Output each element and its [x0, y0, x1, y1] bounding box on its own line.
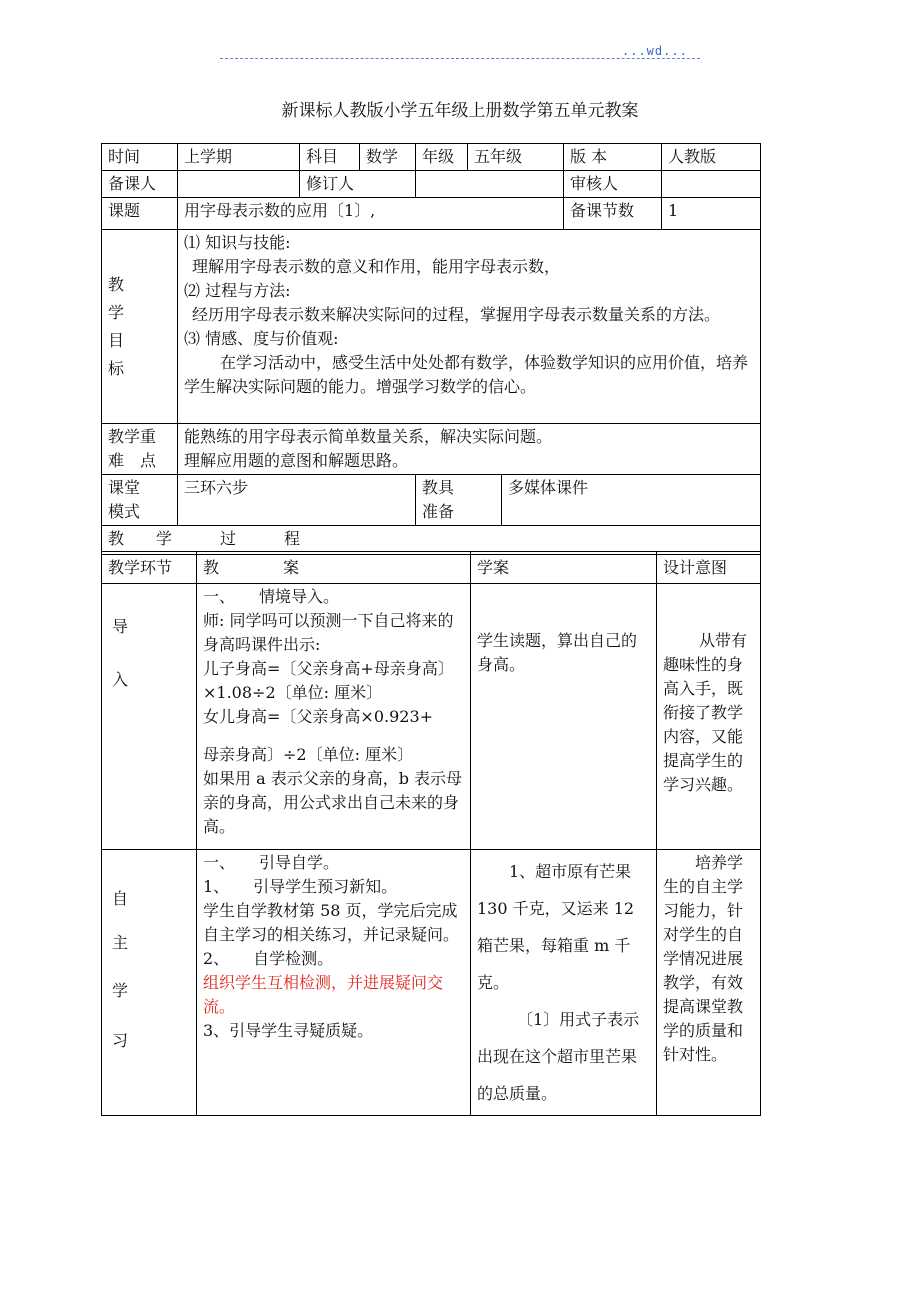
col-intent-header: 设计意图	[657, 552, 761, 584]
plan-cell	[197, 584, 471, 850]
reviser-label: 修订人	[300, 171, 416, 198]
goals-label	[102, 230, 178, 424]
plan-cell	[197, 850, 471, 1116]
tools-value: 多媒体课件	[502, 475, 761, 526]
edition-label: 版 本	[564, 144, 662, 171]
goal-heading: ⑴ 知识与技能:	[184, 233, 291, 252]
key-points-label-line: 教学重	[108, 427, 157, 446]
subject-label: 科目	[300, 144, 360, 171]
plan-line: 一、 情境导入。	[203, 587, 340, 606]
stage-char: 习	[112, 1031, 129, 1050]
stage-char: 入	[112, 670, 129, 689]
teaching-process-table	[101, 551, 761, 1116]
grade-label: 年级	[416, 144, 468, 171]
plan-line: 如果用 a 表示父亲的身高，b 表示母亲的身高，用公式求出自己未来的身高。	[203, 769, 463, 836]
plan-line: 女儿身高=〔父亲身高×0.923+	[203, 707, 434, 726]
header-dashed-line	[220, 58, 700, 59]
plan-line-highlight: 组织学生互相检测，并进展疑问交流。	[203, 973, 444, 1016]
stage-char: 自	[112, 889, 129, 908]
goals-label-char: 目	[108, 330, 125, 350]
goal-text: 在学习活动中，感受生活中处处都有数学，体验数学知识的应用价值，培养学生解决实际问题的能力。增强学习数学的信心。	[184, 353, 749, 396]
subject-value: 数学	[360, 144, 416, 171]
tools-label	[416, 475, 502, 526]
plan-line: 3、引导学生寻疑质疑。	[203, 1021, 374, 1040]
study-text: 〔1〕用式子表示出现在这个超市里芒果的总质量。	[477, 1010, 640, 1103]
preparer-value	[178, 171, 300, 198]
intent-text: 从带有趣味性的身高入手，既衔接了教学内容，又能提高学生的学习兴趣。	[663, 631, 748, 794]
process-heading: 教 学 过 程	[102, 526, 761, 555]
mode-label-line: 模式	[108, 502, 141, 521]
plan-line: 1、 引导学生预习新知。	[203, 877, 398, 896]
stage-char: 学	[112, 981, 129, 1000]
goal-heading: ⑵ 过程与方法:	[184, 281, 291, 300]
intent-cell	[657, 584, 761, 850]
mode-value: 三环六步	[178, 475, 416, 526]
stage-cell	[102, 850, 197, 1116]
key-point: 能熟练的用字母表示简单数量关系，解决实际问题。	[184, 427, 553, 446]
reviser-value	[416, 171, 564, 198]
study-cell	[471, 584, 657, 850]
document-title: 新课标人教版小学五年级上册数学第五单元教案	[281, 101, 639, 121]
key-points-label-line: 难 点	[108, 451, 157, 470]
preparer-label: 备课人	[102, 171, 178, 198]
plan-line: 学生自学教材第 58 页，学完后完成自主学习的相关练习，并记录疑问。	[203, 901, 460, 944]
periods-label: 备课节数	[564, 198, 662, 230]
periods-value: 1	[662, 198, 761, 230]
time-label: 时间	[102, 144, 178, 171]
difficult-point: 理解应用题的意图和解题思路。	[184, 451, 409, 470]
study-cell	[471, 850, 657, 1116]
stage-char: 导	[112, 617, 129, 636]
goals-label-char: 教	[108, 274, 125, 294]
goal-text: 经历用字母表示数来解决实际问的过程，掌握用字母表示数量关系的方法。	[192, 305, 721, 324]
mode-label	[102, 475, 178, 526]
header-mark: ...wd...	[622, 44, 688, 58]
grade-value: 五年级	[468, 144, 564, 171]
edition-value: 人教版	[662, 144, 761, 171]
goals-label-char: 学	[108, 302, 125, 322]
reviewer-value	[662, 171, 761, 198]
topic-value: 用字母表示数的应用〔1〕,	[178, 198, 564, 230]
goal-text: 理解用字母表示数的意义和作用，能用字母表示数，	[192, 257, 561, 276]
goals-label-char: 标	[108, 358, 125, 378]
tools-label-line: 准备	[422, 502, 455, 521]
plan-line: 母亲身高〕÷2〔单位: 厘米〕	[203, 745, 414, 764]
stage-cell	[102, 584, 197, 850]
study-text: 学生读题，算出自己的身高。	[477, 631, 638, 674]
key-points-label	[102, 424, 178, 475]
goals-content	[178, 230, 761, 424]
lesson-info-table	[101, 143, 761, 555]
topic-label: 课题	[102, 198, 178, 230]
plan-line: 一、 引导自学。	[203, 853, 340, 872]
intent-text: 培养学生的自主学习能力，针对学生的自学情况进展教学，有效提高课堂教学的质量和针对性。	[663, 853, 744, 1064]
stage-char: 主	[112, 933, 129, 952]
tools-label-line: 教具	[422, 478, 455, 497]
plan-line: 儿子身高=〔父亲身高+母亲身高〕×1.08÷2〔单位: 厘米〕	[203, 659, 454, 702]
intent-cell	[657, 850, 761, 1116]
col-plan-header: 教 案	[197, 552, 471, 584]
col-stage-header: 教学环节	[102, 552, 197, 584]
plan-line: 师: 同学吗可以预测一下自己将来的身高吗课件出示:	[203, 611, 454, 654]
reviewer-label: 审核人	[564, 171, 662, 198]
study-text: 1、超市原有芒果 130 千克，又运来 12 箱芒果，每箱重 m 千克。	[477, 862, 635, 992]
key-points-content	[178, 424, 761, 475]
plan-line: 2、 自学检测。	[203, 949, 334, 968]
col-study-header: 学案	[471, 552, 657, 584]
mode-label-line: 课堂	[108, 478, 141, 497]
time-value: 上学期	[178, 144, 300, 171]
goal-heading: ⑶ 情感、度与价值观:	[184, 329, 339, 348]
